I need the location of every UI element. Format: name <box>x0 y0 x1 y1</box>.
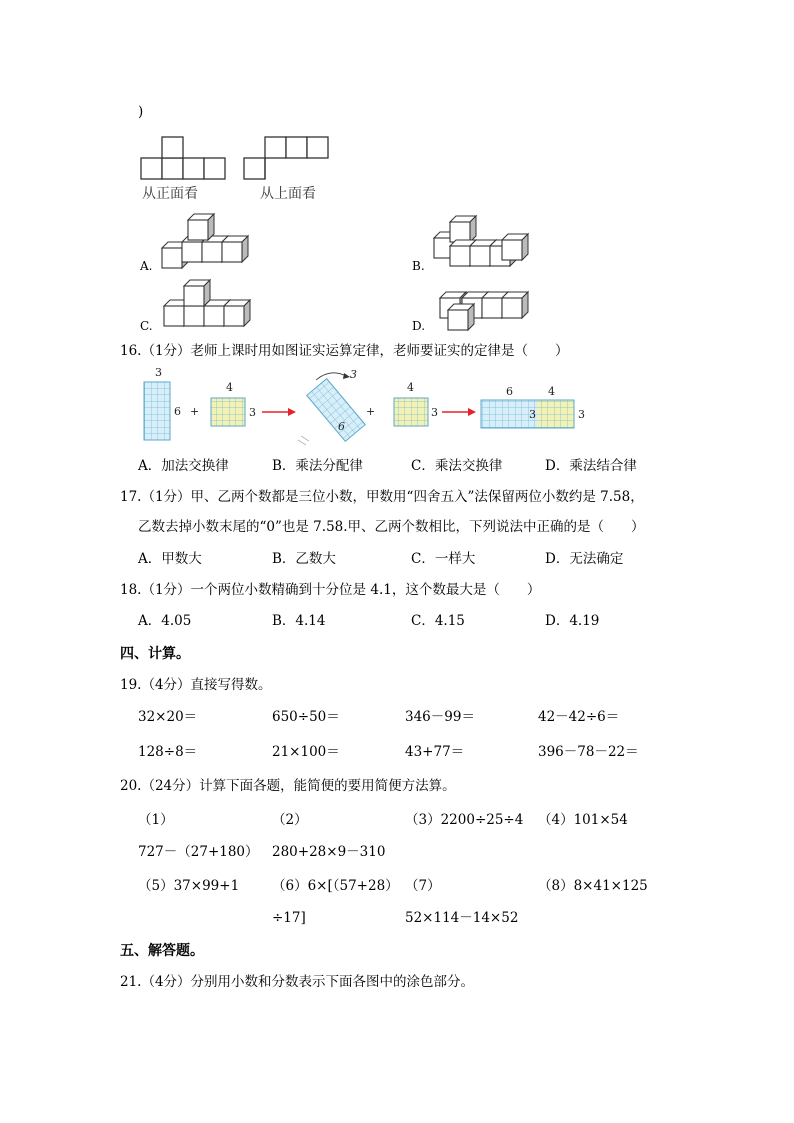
q16-d-right: 3 <box>578 408 585 421</box>
q19-stem: 19.（4分）直接写得数。 <box>120 677 272 693</box>
q16-b-right: 3 <box>249 406 256 419</box>
q18-option-b[interactable]: B．4.14 <box>272 613 326 629</box>
q15-views-figure <box>138 134 338 206</box>
q21-stem: 21.（4分）分别用小数和分数表示下面各图中的涂色部分。 <box>120 974 475 990</box>
q16-d-mid: 3 <box>529 408 536 421</box>
q19-r1-c3: 346－99＝ <box>405 709 475 725</box>
q15-options <box>138 210 558 336</box>
q16-d-right-top: 4 <box>548 385 555 398</box>
q15-option-d[interactable]: D. <box>412 319 426 333</box>
q17-option-b[interactable]: B．乙数大 <box>272 551 336 567</box>
q19-r1-c1: 32×20＝ <box>138 709 198 725</box>
q16-plus-2: + <box>366 405 376 418</box>
top-view-caption: 从上面看 <box>260 186 316 202</box>
q19-r2-c3: 43+77＝ <box>405 744 465 760</box>
q16-option-b[interactable]: B．乘法分配律 <box>272 458 363 474</box>
q20-r4-c2: ÷17] <box>272 910 306 926</box>
q17-option-a[interactable]: A．甲数大 <box>138 551 202 567</box>
q16-c-right: 3 <box>431 406 438 419</box>
q16-stem: 16.（1分）老师上课时用如图证实运算定律，老师要证实的定律是（ ） <box>120 343 569 359</box>
q20-r1-c4: （4）101×54 <box>538 812 628 828</box>
q20-r4-c3: 52×114－14×52 <box>405 910 519 926</box>
q19-r2-c2: 21×100＝ <box>272 744 340 760</box>
q15-option-c[interactable]: C. <box>140 319 153 333</box>
q18-option-a[interactable]: A．4.05 <box>138 613 192 629</box>
q16-rot-side: 6 <box>338 420 345 433</box>
q17-option-d[interactable]: D．无法确定 <box>545 551 624 567</box>
q16-option-d[interactable]: D．乘法结合律 <box>545 458 637 474</box>
q20-r1-c2: （2） <box>272 812 308 828</box>
q20-stem: 20.（24分）计算下面各题，能简便的要用简便方法算。 <box>120 778 456 794</box>
q20-r1-c1: （1） <box>138 812 174 828</box>
q19-r1-c2: 650÷50＝ <box>272 709 340 725</box>
q16-d-left-top: 6 <box>506 385 513 398</box>
q20-r3-c2: （6）6×[（57+28） <box>272 878 399 894</box>
q20-r2-c1: 727－（27+180） <box>138 844 259 860</box>
q15-paren: ) <box>138 104 144 120</box>
q17-stem-line1: 17.（1分）甲、乙两个数都是三位小数，甲数用“四舍五入”法保留两位小数约是 7.58， <box>120 489 644 505</box>
q16-option-a[interactable]: A．加法交换律 <box>138 458 229 474</box>
q20-r2-c2: 280+28×9－310 <box>272 844 386 860</box>
q20-r3-c3: （7） <box>405 878 441 894</box>
q16-b-top: 4 <box>226 381 233 394</box>
section-4-heading: 四、计算。 <box>120 646 190 662</box>
q15-option-b[interactable]: B. <box>412 259 425 273</box>
q16-a-right: 6 <box>174 405 181 418</box>
q16-figure <box>138 362 598 450</box>
q15-option-a[interactable]: A. <box>140 259 153 273</box>
q16-plus-1: + <box>190 405 200 418</box>
q18-stem: 18.（1分）一个两位小数精确到十分位是 4.1，这个数最大是（ ） <box>120 582 541 598</box>
q16-rot-top: 3 <box>350 368 357 381</box>
q16-a-top: 3 <box>155 366 162 379</box>
q19-r2-c1: 128÷8＝ <box>138 744 198 760</box>
q19-r2-c4: 396－78－22＝ <box>538 744 639 760</box>
q20-r1-c3: （3）2200÷25÷4 <box>405 812 524 828</box>
q17-stem-line2: 乙数去掉小数末尾的“0”也是 7.58.甲、乙两个数相比，下列说法中正确的是（ ） <box>138 519 645 535</box>
q18-option-d[interactable]: D．4.19 <box>545 613 600 629</box>
front-view-caption: 从正面看 <box>142 186 198 202</box>
q19-r1-c4: 42－42÷6＝ <box>538 709 620 725</box>
q16-option-c[interactable]: C．乘法交换律 <box>411 458 503 474</box>
q16-c-top: 4 <box>407 381 414 394</box>
q18-option-c[interactable]: C．4.15 <box>411 613 465 629</box>
q20-r3-c4: （8）8×41×125 <box>538 878 648 894</box>
section-5-heading: 五、解答题。 <box>120 943 204 959</box>
q20-r3-c1: （5）37×99+1 <box>138 878 240 894</box>
q17-option-c[interactable]: C．一样大 <box>411 551 476 567</box>
